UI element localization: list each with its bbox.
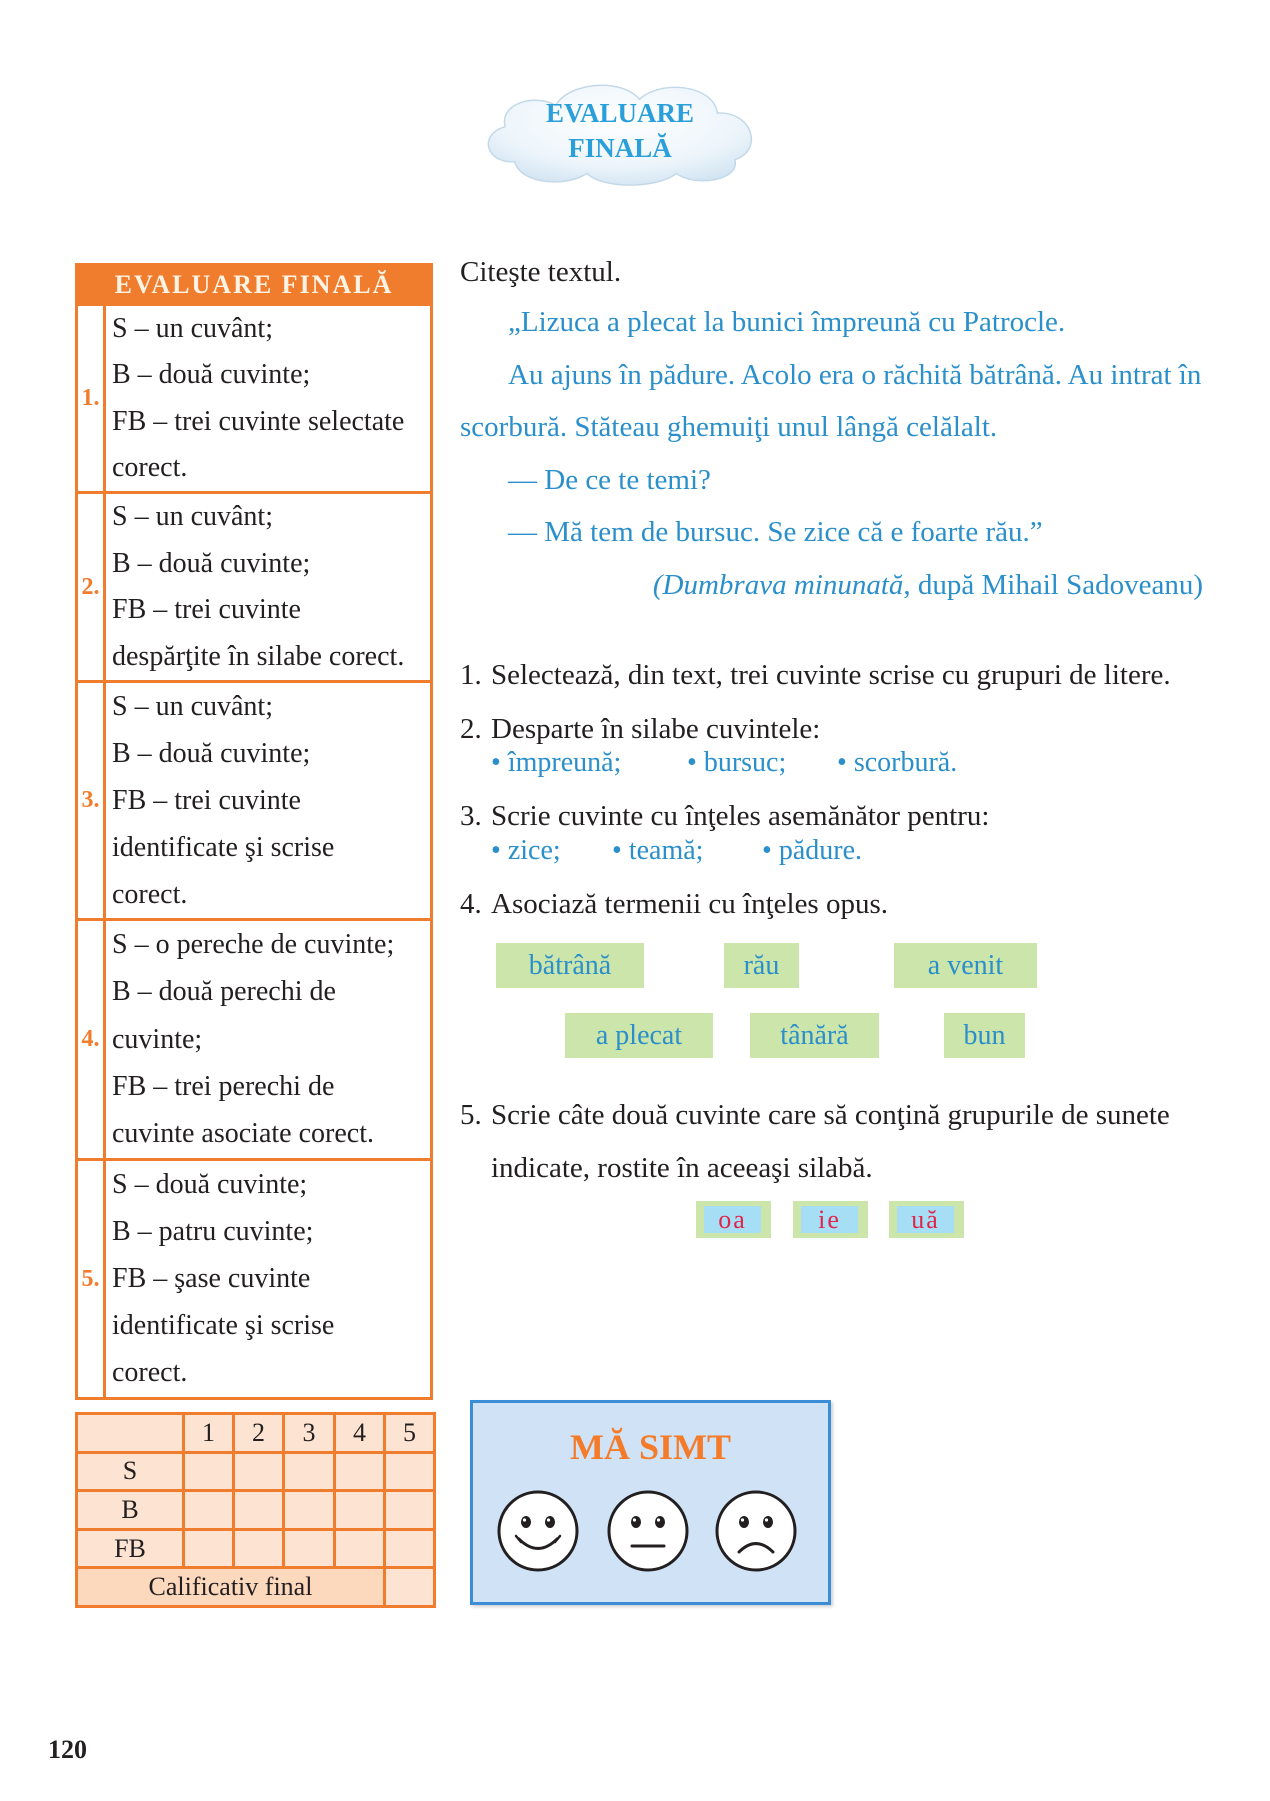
- exercise-text: Desparte în silabe cuvintele:: [491, 713, 821, 745]
- synonym-word-item: [762, 831, 862, 871]
- criterion-line: FB – trei cuvinte selectate: [112, 405, 405, 437]
- synonym-word: teamă;: [628, 835, 704, 866]
- row-label: FB: [77, 1529, 184, 1568]
- syllable-word: scorbură.: [853, 747, 958, 778]
- reading-line: Au ajuns în pădure. Acolo era o răchită bătrână. Au intrat în: [508, 359, 1202, 391]
- rubric-row-1: [78, 306, 430, 494]
- criterion-line: corect.: [112, 878, 188, 910]
- exercise-text-continued: indicate, rostite în aceeaşi silabă.: [491, 1152, 873, 1184]
- antonym-word-box: bătrână: [496, 943, 644, 988]
- syllable-word: împreună;: [507, 747, 622, 778]
- column-header: 5: [385, 1414, 435, 1453]
- neutral-face-icon: [605, 1488, 691, 1574]
- column-header: 1: [184, 1414, 234, 1453]
- column-header: 4: [335, 1414, 385, 1453]
- reading-source: [653, 565, 1203, 605]
- reading-line: scorbură. Stăteau ghemuiţi unul lângă celălalt.: [460, 411, 998, 443]
- exercise-3: [460, 796, 989, 836]
- criterion-line: B – două cuvinte;: [112, 359, 311, 391]
- column-header: 3: [284, 1414, 335, 1453]
- rubric-criteria: [106, 306, 430, 491]
- score-cell: [284, 1529, 335, 1568]
- bullet-icon: •: [491, 747, 501, 778]
- syllable-word-item: [687, 743, 786, 783]
- bullet-icon: •: [491, 835, 501, 866]
- rubric-criteria: [106, 1161, 430, 1397]
- score-cell: [184, 1491, 234, 1530]
- synonym-word-item: [491, 831, 561, 871]
- row-label: S: [77, 1452, 184, 1491]
- reading-line: — Mă tem de bursuc. Se zice că e foarte rău.”: [508, 516, 1043, 548]
- rubric-title: EVALUARE FINALĂ: [78, 263, 430, 306]
- criterion-line: B – patru cuvinte;: [112, 1215, 314, 1247]
- rubric-row-3: [78, 683, 430, 921]
- exercise-text: Asociază termenii cu înţeles opus.: [491, 888, 889, 920]
- score-cell: [284, 1491, 335, 1530]
- criterion-line: S – două cuvinte;: [112, 1168, 308, 1200]
- antonym-word-box: rău: [724, 943, 799, 988]
- criterion-line: B – două cuvinte;: [112, 737, 311, 769]
- criterion-line: corect.: [112, 451, 188, 483]
- exercise-number: 5.: [460, 1099, 482, 1131]
- score-cell: [385, 1529, 435, 1568]
- rubric-item-number: 3.: [78, 683, 106, 918]
- criterion-line: FB – trei cuvinte: [112, 784, 301, 816]
- criterion-line: identificate şi scrise: [112, 1310, 335, 1342]
- criterion-line: FB – şase cuvinte: [112, 1263, 311, 1294]
- criterion-line: B – două cuvinte;: [112, 547, 311, 579]
- happy-face-icon: [495, 1488, 581, 1574]
- criterion-line: S – un cuvânt;: [112, 313, 273, 345]
- syllable-word-item: [837, 743, 957, 783]
- synonym-word-item: [612, 831, 703, 871]
- score-cell: [184, 1452, 234, 1491]
- exercise-number: 3.: [460, 800, 482, 832]
- syllable-word-item: [491, 743, 621, 783]
- row-label: B: [77, 1491, 184, 1530]
- bullet-icon: •: [762, 835, 772, 866]
- exercise-4: [460, 884, 888, 924]
- score-cell: [385, 1491, 435, 1530]
- score-cell: [335, 1529, 385, 1568]
- criterion-line: corect.: [112, 1357, 188, 1389]
- final-grade-label: Calificativ final: [77, 1568, 385, 1607]
- score-cell: [234, 1452, 284, 1491]
- sound-group-box: [696, 1201, 771, 1238]
- rubric-criteria: [106, 683, 430, 918]
- exercise-1: [460, 655, 1171, 695]
- criterion-line: S – o pereche de cuvinte;: [112, 928, 395, 960]
- criterion-line: S – un cuvânt;: [112, 501, 273, 533]
- score-row-fb: [77, 1529, 435, 1568]
- page-number: 120: [48, 1735, 87, 1764]
- score-cell: [234, 1491, 284, 1530]
- source-author: , după Mihail Sadoveanu): [903, 569, 1203, 601]
- exercise-text: Scrie câte două cuvinte care să conţină grupurile de sunete: [491, 1099, 1170, 1131]
- exercise-5: [460, 1095, 1170, 1135]
- exercise-number: 4.: [460, 888, 482, 920]
- exercise-number: 1.: [460, 659, 482, 691]
- antonym-word-box: a plecat: [565, 1013, 713, 1058]
- criterion-line: despărţite în silabe corect.: [112, 640, 405, 672]
- score-cell: [234, 1529, 284, 1568]
- score-cell: [335, 1491, 385, 1530]
- evaluation-rubric: [75, 263, 433, 1400]
- sound-group: oa: [704, 1206, 761, 1233]
- antonym-word-box: tânără: [750, 1013, 879, 1058]
- score-header-row: [77, 1414, 435, 1453]
- exercise-number: 2.: [460, 713, 482, 745]
- reading-line: „Lizuca a plecat la bunici împreună cu Patrocle.: [508, 306, 1066, 338]
- score-table: [75, 1412, 436, 1608]
- reading-line: — De ce te temi?: [508, 464, 711, 496]
- criterion-line: identificate şi scrise: [112, 831, 335, 863]
- criterion-line: FB – trei perechi de: [112, 1070, 335, 1102]
- source-title: Dumbrava minunată: [662, 569, 904, 601]
- score-cell: [284, 1452, 335, 1491]
- source-prefix: (: [652, 569, 663, 601]
- rubric-row-5: [78, 1161, 430, 1400]
- exercise-text: Selectează, din text, trei cuvinte scrise cu grupuri de litere.: [491, 659, 1171, 691]
- score-cell: [184, 1529, 234, 1568]
- column-header: 2: [234, 1414, 284, 1453]
- sound-group-box: [793, 1201, 868, 1238]
- exercise-text: Scrie cuvinte cu înţeles asemănător pentru:: [491, 800, 990, 832]
- rubric-row-2: [78, 494, 430, 683]
- synonym-word: zice;: [507, 835, 561, 866]
- final-grade-cell: [385, 1568, 435, 1607]
- reading-instruction: Citeşte textul.: [460, 256, 622, 288]
- final-grade-row: [77, 1568, 435, 1607]
- page-title-line-1: EVALUARE: [545, 98, 695, 128]
- bullet-icon: •: [837, 747, 847, 778]
- corner-cell: [77, 1414, 184, 1453]
- mood-box: [470, 1400, 831, 1605]
- rubric-item-number: 1.: [78, 306, 106, 491]
- antonym-word-box: a venit: [894, 943, 1037, 988]
- rubric-criteria: [106, 921, 430, 1158]
- sound-group: uă: [897, 1206, 954, 1233]
- synonym-word: pădure.: [778, 835, 862, 866]
- bullet-icon: •: [687, 747, 697, 778]
- antonym-word-box: bun: [944, 1013, 1025, 1058]
- rubric-item-number: 5.: [78, 1161, 106, 1397]
- rubric-item-number: 4.: [78, 921, 106, 1158]
- rubric-row-4: [78, 921, 430, 1161]
- criterion-line: B – două perechi de: [112, 976, 336, 1008]
- sad-face-icon: [713, 1488, 799, 1574]
- criterion-line: cuvinte asociate corect.: [112, 1118, 374, 1150]
- page-title: [474, 96, 766, 166]
- syllable-word: bursuc;: [703, 747, 787, 778]
- score-cell: [335, 1452, 385, 1491]
- criterion-line: FB – trei cuvinte: [112, 594, 301, 626]
- sound-group-box: [889, 1201, 964, 1238]
- score-cell: [385, 1452, 435, 1491]
- mood-title: MĂ SIMT: [570, 1427, 731, 1467]
- page-title-line-2: FINALĂ: [568, 133, 672, 163]
- score-row-s: [77, 1452, 435, 1491]
- bullet-icon: •: [612, 835, 622, 866]
- sound-group: ie: [801, 1206, 858, 1233]
- rubric-criteria: [106, 494, 430, 680]
- rubric-item-number: 2.: [78, 494, 106, 680]
- score-row-b: [77, 1491, 435, 1530]
- criterion-line: cuvinte;: [112, 1023, 203, 1055]
- criterion-line: S – un cuvânt;: [112, 690, 273, 722]
